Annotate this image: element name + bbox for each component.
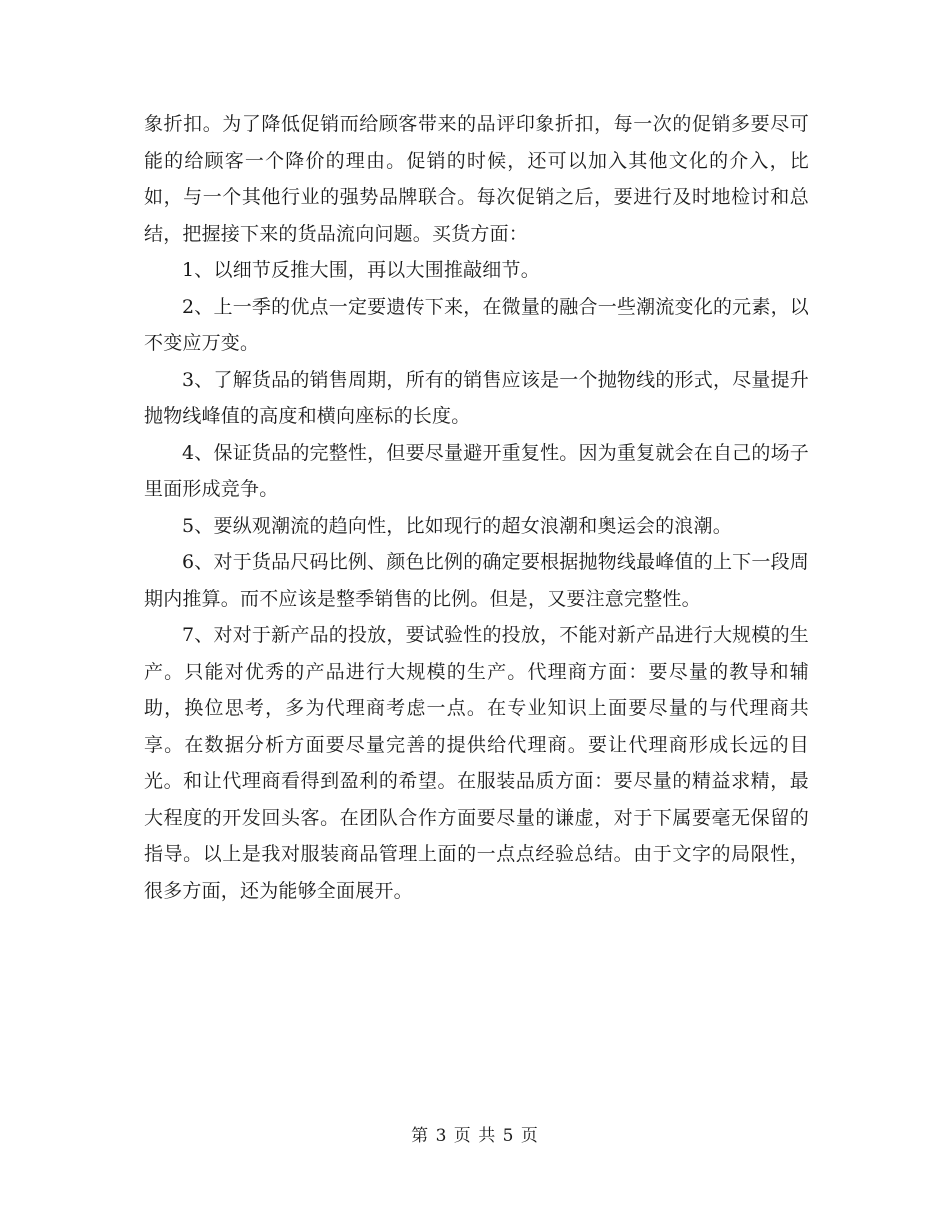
paragraph-item-2: 2、上一季的优点一定要遗传下来，在微量的融合一些潮流变化的元素，以不变应万变。 [144,295,809,354]
paragraph-item-7: 7、对对于新产品的投放，要试验性的投放，不能对新产品进行大规模的生产。只能对优秀的产品进行大规模的生产。代理商方面：要尽量的教导和辅助，换位思考，多为代理商考虑一点。在专业知识上面要尽量的与代理商共享。在数据分析方面要尽量完善的提供给代理商。要让代理商形成长远的目光。和让代理商看得到盈利的希望。在服装品质方面：要尽量的精益求精，最大程度的开发回头客。在团队合作方面要尽量的谦虚，对于下属要毫无保留的指导。以上是我对服装商品管理上面的一点点经验总结。由于文字的局限性，很多方面，还为能够全面展开。 [144,624,809,902]
page-footer: 第 3 页 共 5 页 [411,1126,539,1146]
document-body [144,106,809,909]
paragraph-item-6: 6、对于货品尺码比例、颜色比例的确定要根据抛物线最峰值的上下一段周期内推算。而不应该是整季销售的比例。但是，又要注意完整性。 [144,551,809,610]
paragraph-item-3: 3、了解货品的销售周期，所有的销售应该是一个抛物线的形式，尽量提升抛物线峰值的高度和横向座标的长度。 [144,368,809,427]
paragraph-intro: 象折扣。为了降低促销而给顾客带来的品评印象折扣，每一次的促销多要尽可能的给顾客一个降价的理由。促销的时候，还可以加入其他文化的介入，比如，与一个其他行业的强势品牌联合。每次促销之后，要进行及时地检讨和总结，把握接下来的货品流向问题。买货方面： [144,113,809,245]
paragraph-item-4: 4、保证货品的完整性，但要尽量避开重复性。因为重复就会在自己的场子里面形成竞争。 [144,441,809,500]
paragraph-item-5: 5、要纵观潮流的趋向性，比如现行的超女浪潮和奥运会的浪潮。 [182,514,732,537]
paragraph-item-1: 1、以细节反推大围，再以大围推敲细节。 [182,259,540,281]
